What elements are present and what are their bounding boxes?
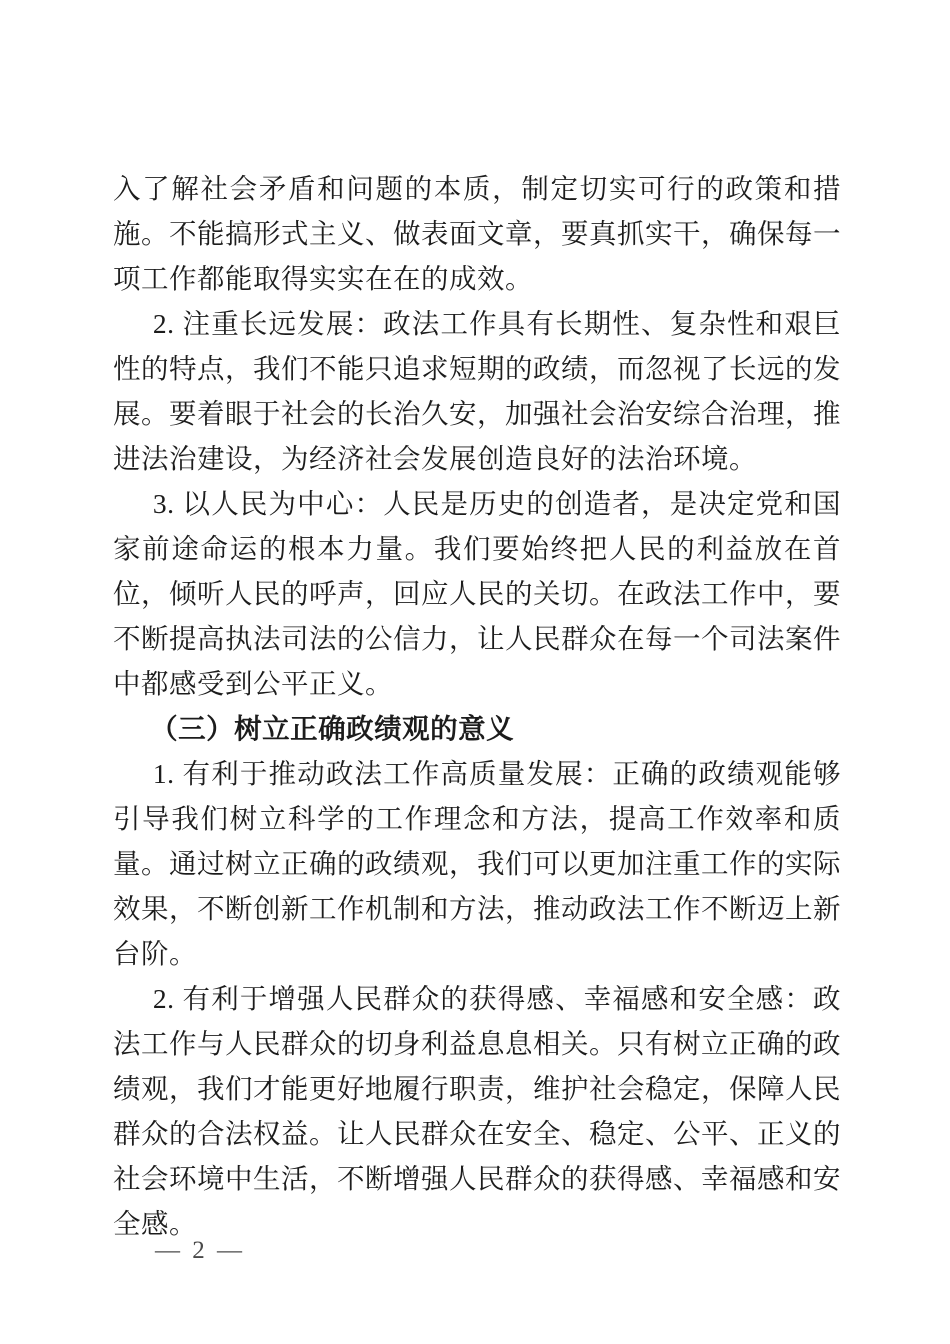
list-item-2-long-term-development: 2. 注重长远发展：政法工作具有长期性、复杂性和艰巨性的特点，我们不能只追求短期的政绩，而忽视了长远的发展。要着眼于社会的长治久安，加强社会治安综合治理，推进法治建设，为经济社会发展创造良好的法治环境。 <box>113 308 841 474</box>
list-item-3-people-centered: 3. 以人民为中心：人民是历史的创造者，是决定党和国家前途命运的根本力量。我们要始终把人民的利益放在首位，倾听人民的呼声，回应人民的关切。在政法工作中，要不断提高执法司法的公信力，让人民群众在每一个司法案件中都感受到公平正义。 <box>113 488 841 699</box>
list-item-2-sense-of-gain: 2. 有利于增强人民群众的获得感、幸福感和安全感：政法工作与人民群众的切身利益息息相关。只有树立正确的政绩观，我们才能更好地履行职责，维护社会稳定，保障人民群众的合法权益。让人民群众在安全、稳定、公平、正义的社会环境中生活，不断增强人民群众的获得感、幸福感和安全感。 <box>113 983 841 1239</box>
document-body <box>113 166 841 1246</box>
list-item-1-high-quality-development: 1. 有利于推动政法工作高质量发展：正确的政绩观能够引导我们树立科学的工作理念和方法，提高工作效率和质量。通过树立正确的政绩观，我们可以更加注重工作的实际效果，不断创新工作机制和方法，推动政法工作不断迈上新台阶。 <box>113 758 841 969</box>
page-number: — 2 — <box>155 1237 245 1264</box>
body-paragraph-continued: 入了解社会矛盾和问题的本质，制定切实可行的政策和措施。不能搞形式主义、做表面文章，要真抓实干，确保每一项工作都能取得实实在在的成效。 <box>113 173 841 294</box>
section-heading-significance: （三）树立正确政绩观的意义 <box>150 713 515 744</box>
